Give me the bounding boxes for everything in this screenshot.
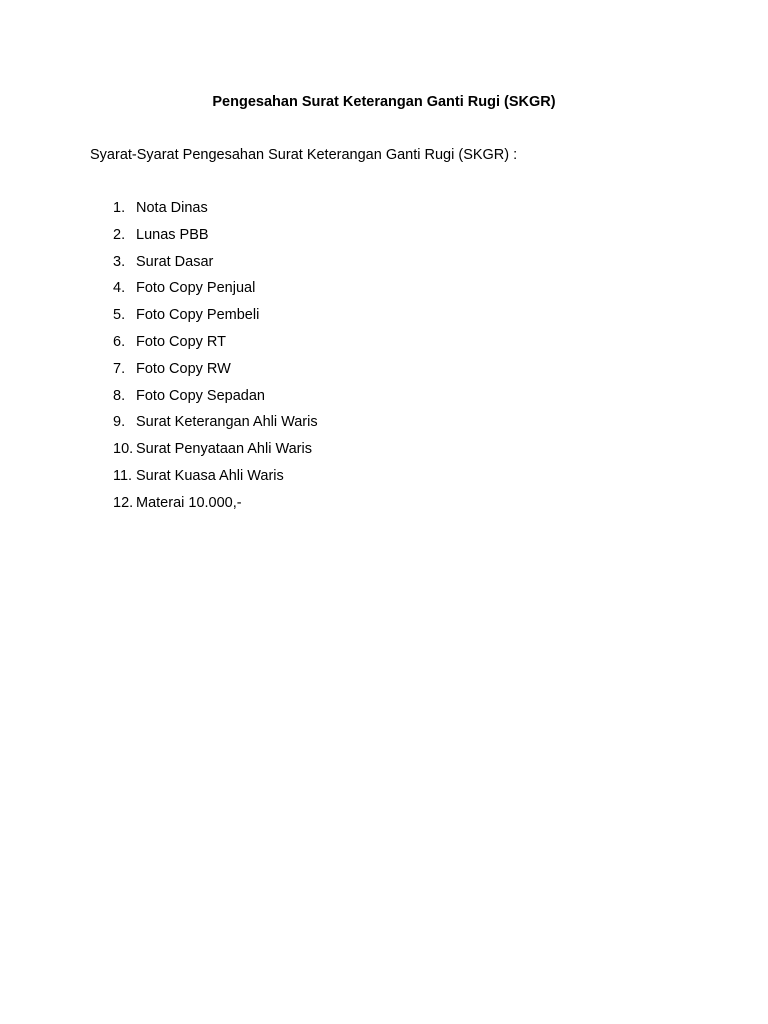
list-item-text: Foto Copy Pembeli <box>136 307 260 324</box>
list-item-number: 2. <box>113 226 126 243</box>
list-item-number: 1. <box>113 200 126 216</box>
list-item-text: Surat Dasar <box>136 253 214 270</box>
requirements-intro: Syarat-Syarat Pengesahan Surat Keterangan Ganti Rugi (SKGR) : <box>90 147 518 163</box>
list-item-number: 9. <box>113 414 126 431</box>
list-item-text: Lunas PBB <box>136 226 209 243</box>
list-item-text: Materai 10.000,- <box>136 494 242 511</box>
list-item-text: Surat Keterangan Ahli Waris <box>136 414 318 431</box>
list-item-number: 7. <box>113 360 126 377</box>
list-item-text: Foto Copy Penjual <box>136 280 256 297</box>
list-item-number: 8. <box>113 387 126 404</box>
list-item-number: 11. <box>113 467 133 484</box>
list-item-number: 6. <box>113 333 126 350</box>
list-item-number: 12. <box>113 494 134 511</box>
list-item-number: 3. <box>113 253 126 270</box>
list-item-text: Foto Copy Sepadan <box>136 387 265 404</box>
list-item-number: 4. <box>113 280 126 297</box>
list-item-text: Foto Copy RT <box>136 333 226 350</box>
list-item-number: 5. <box>113 307 126 324</box>
list-item-text: Surat Kuasa Ahli Waris <box>136 467 284 484</box>
list-item-text: Foto Copy RW <box>136 360 231 377</box>
list-item-text: Surat Penyataan Ahli Waris <box>136 441 312 458</box>
document-title: Pengesahan Surat Keterangan Ganti Rugi (SKGR) <box>212 94 556 110</box>
list-item-number: 10. <box>113 441 134 458</box>
list-item-text: Nota Dinas <box>136 200 208 216</box>
